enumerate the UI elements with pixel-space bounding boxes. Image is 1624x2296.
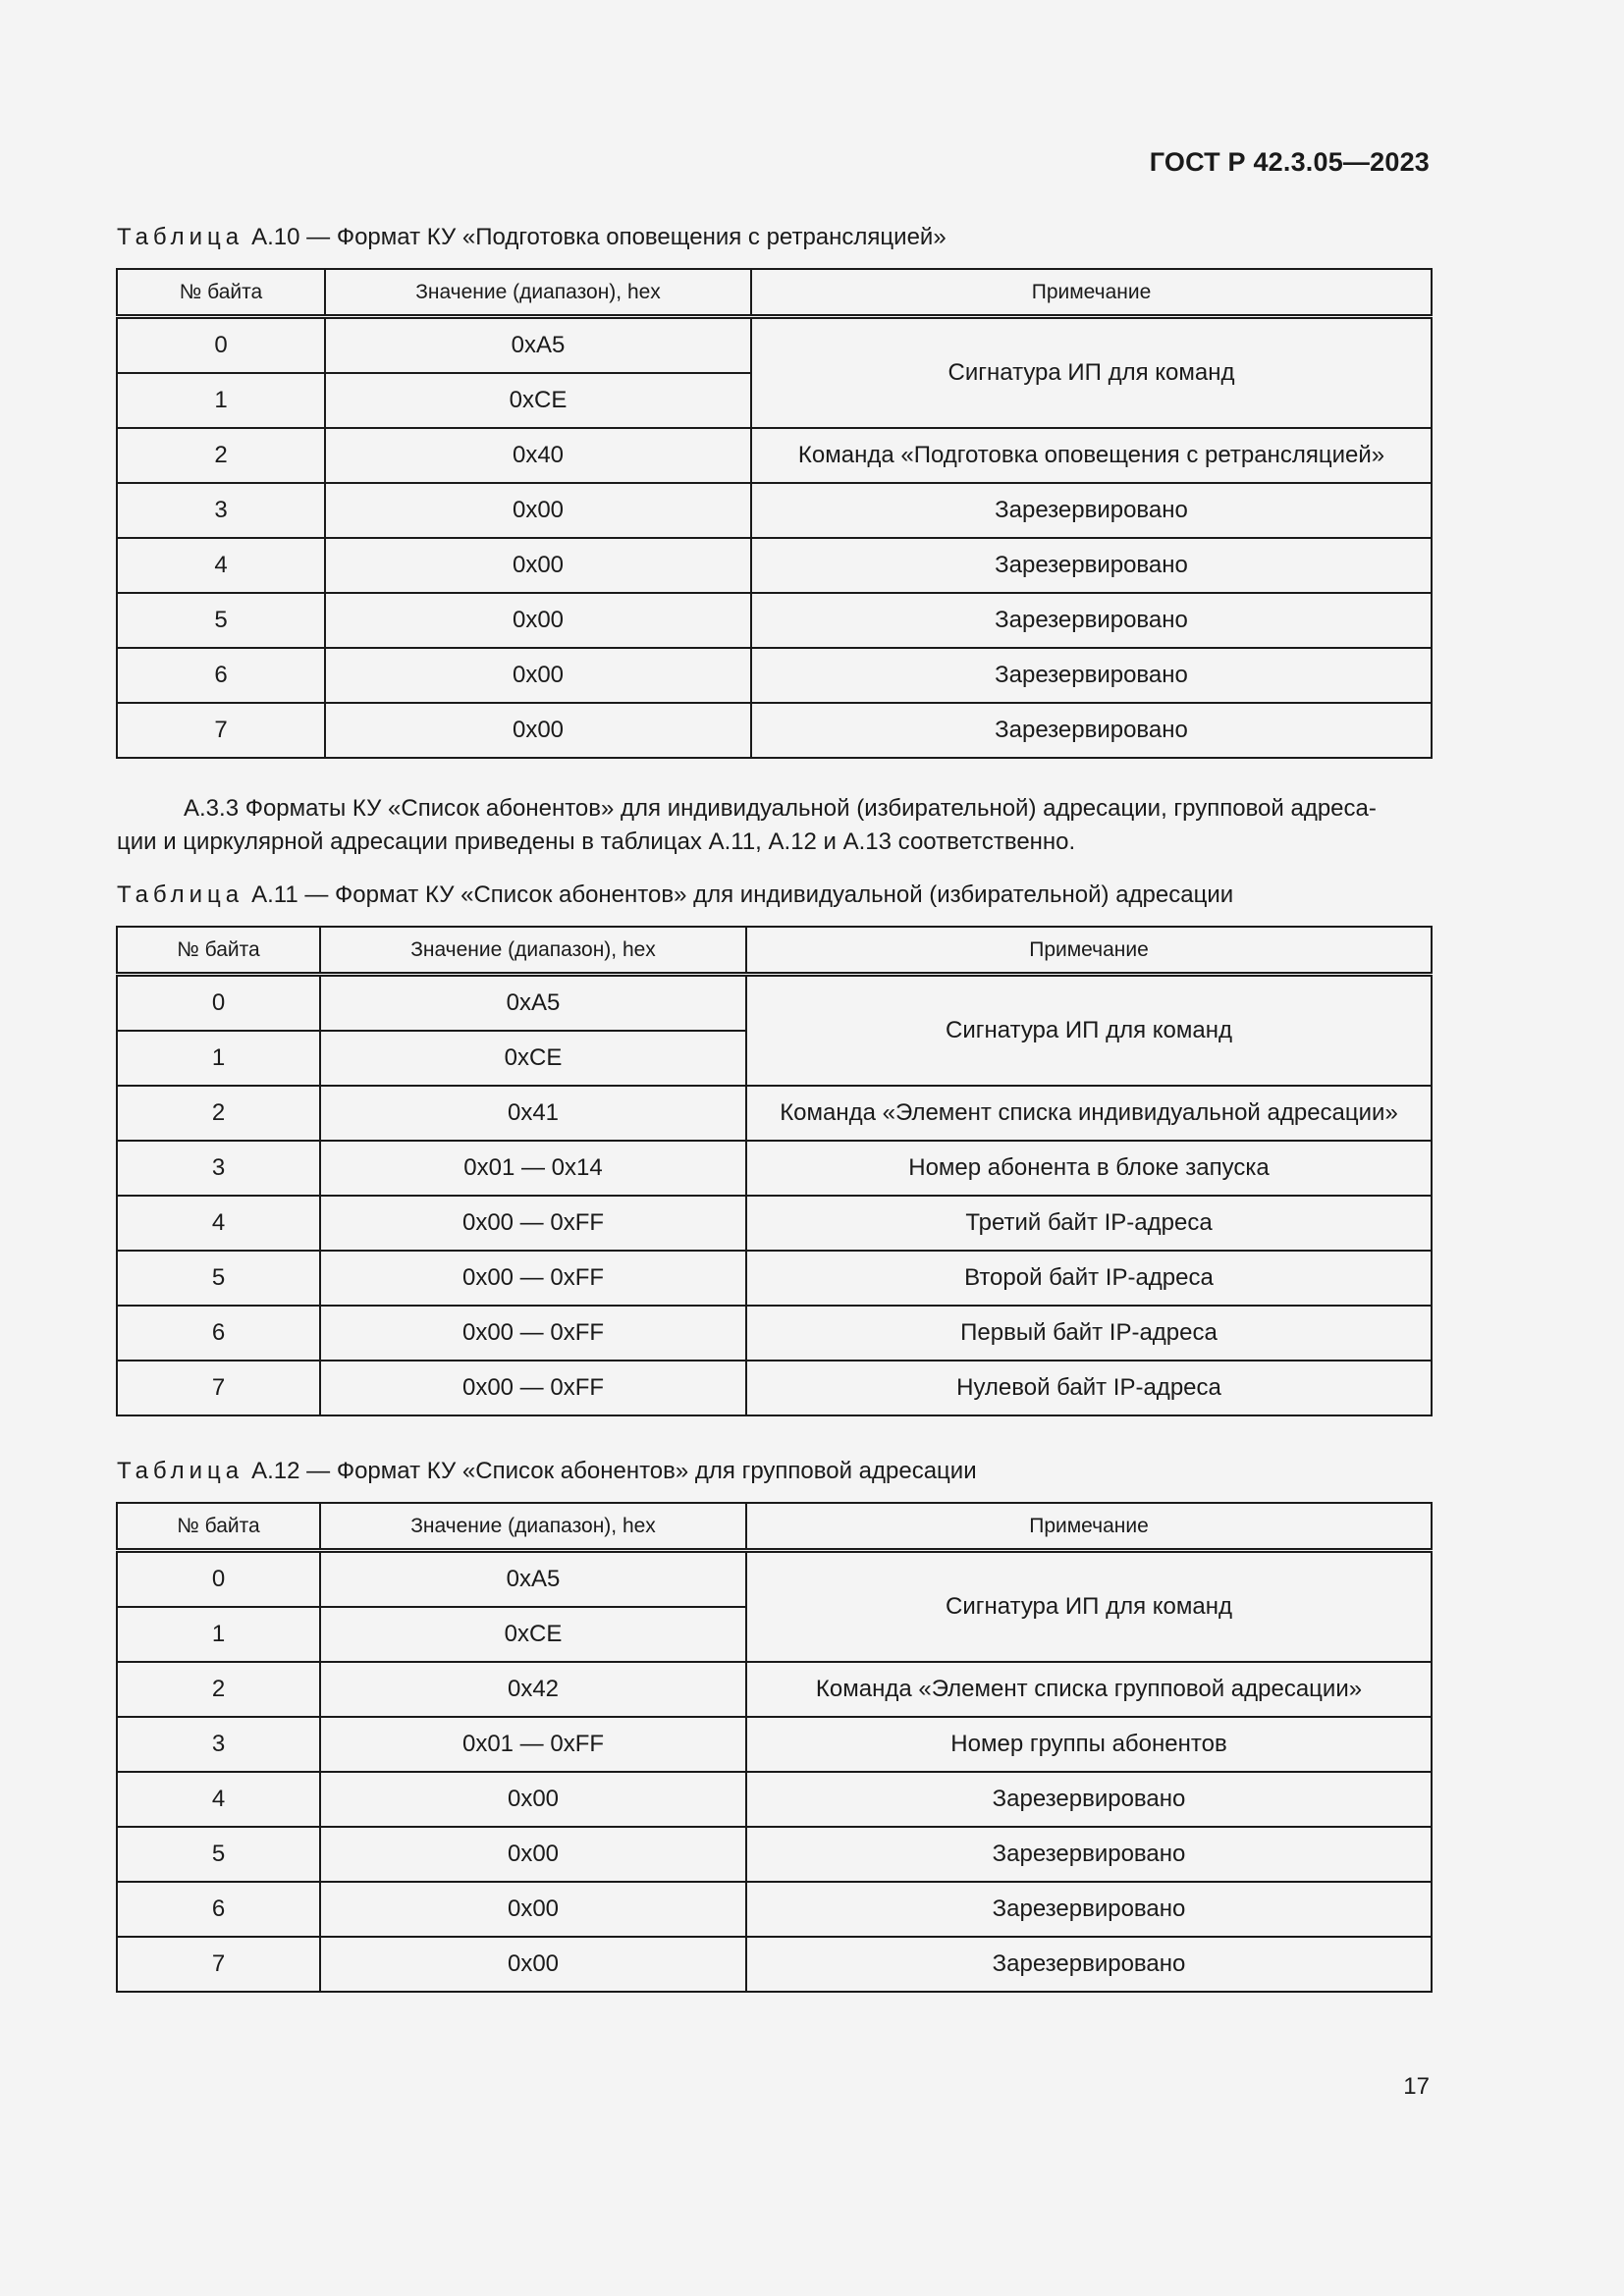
table-row	[117, 538, 1432, 593]
cell-value-hex: 0x00	[325, 483, 751, 538]
cell-note: Зарезервировано	[746, 1827, 1432, 1882]
cell-byte-number: 1	[117, 1607, 320, 1662]
cell-note: Нулевой байт IP-адреса	[746, 1361, 1432, 1415]
column-header-note: Примечание	[746, 1503, 1432, 1551]
cell-byte-number: 1	[117, 1031, 320, 1086]
cell-byte-number: 4	[117, 1196, 320, 1251]
cell-value-hex: 0x00 — 0xFF	[320, 1196, 746, 1251]
cell-note: Зарезервировано	[751, 593, 1432, 648]
table-row	[117, 1306, 1432, 1361]
table-row	[117, 648, 1432, 703]
table-header-row	[117, 927, 1432, 975]
cell-value-hex: 0x00 — 0xFF	[320, 1361, 746, 1415]
cell-note: Сигнатура ИП для команд	[746, 975, 1432, 1087]
table-a11	[116, 926, 1433, 1416]
column-header-byte-number: № байта	[117, 927, 320, 975]
paragraph-a33	[117, 792, 1432, 859]
cell-byte-number: 2	[117, 428, 325, 483]
cell-byte-number: 5	[117, 1827, 320, 1882]
cell-note: Первый байт IP-адреса	[746, 1306, 1432, 1361]
table-a11-caption-text: А.11 — Формат КУ «Список абонентов» для индивидуальной (избирательной) адресации	[251, 881, 1234, 908]
cell-note: Команда «Элемент списка индивидуальной адресации»	[746, 1086, 1432, 1141]
table-row	[117, 975, 1432, 1032]
cell-value-hex: 0xA5	[325, 317, 751, 374]
cell-value-hex: 0x01 — 0x14	[320, 1141, 746, 1196]
table-row	[117, 1772, 1432, 1827]
document-code: ГОСТ Р 42.3.05—2023	[1149, 147, 1430, 177]
table-row	[117, 1086, 1432, 1141]
table-row	[117, 1882, 1432, 1937]
cell-byte-number: 7	[117, 703, 325, 758]
column-header-value-hex: Значение (диапазон), hex	[325, 269, 751, 317]
cell-byte-number: 7	[117, 1361, 320, 1415]
cell-note: Команда «Элемент списка групповой адресации»	[746, 1662, 1432, 1717]
cell-note: Номер абонента в блоке запуска	[746, 1141, 1432, 1196]
cell-note: Номер группы абонентов	[746, 1717, 1432, 1772]
table-row	[117, 1937, 1432, 1992]
cell-byte-number: 1	[117, 373, 325, 428]
paragraph-line-1: А.3.3 Форматы КУ «Список абонентов» для индивидуальной (избирательной) адресации, групповой адреса-	[184, 795, 1377, 822]
column-header-note: Примечание	[746, 927, 1432, 975]
cell-byte-number: 0	[117, 317, 325, 374]
table-a10-caption	[117, 224, 947, 251]
table-a12-caption-text: А.12 — Формат КУ «Список абонентов» для групповой адресации	[251, 1458, 977, 1484]
cell-value-hex: 0xCE	[320, 1607, 746, 1662]
cell-value-hex: 0x00	[320, 1937, 746, 1992]
table-row	[117, 593, 1432, 648]
table-row	[117, 483, 1432, 538]
column-header-byte-number: № байта	[117, 269, 325, 317]
cell-value-hex: 0x00 — 0xFF	[320, 1251, 746, 1306]
table-row	[117, 428, 1432, 483]
cell-value-hex: 0xA5	[320, 975, 746, 1032]
cell-note: Сигнатура ИП для команд	[746, 1551, 1432, 1663]
cell-byte-number: 0	[117, 1551, 320, 1608]
table-row	[117, 1827, 1432, 1882]
cell-byte-number: 4	[117, 1772, 320, 1827]
table-a11-caption	[117, 881, 1233, 909]
table-header-row	[117, 1503, 1432, 1551]
cell-note: Зарезервировано	[746, 1937, 1432, 1992]
table-a12-caption	[117, 1458, 977, 1485]
column-header-value-hex: Значение (диапазон), hex	[320, 927, 746, 975]
table-row	[117, 317, 1432, 374]
cell-value-hex: 0xA5	[320, 1551, 746, 1608]
cell-note: Зарезервировано	[751, 483, 1432, 538]
table-a10-caption-text: А.10 — Формат КУ «Подготовка оповещения с ретрансляцией»	[251, 224, 947, 250]
table-a10-caption-word: Таблица	[117, 224, 244, 250]
column-header-note: Примечание	[751, 269, 1432, 317]
cell-byte-number: 7	[117, 1937, 320, 1992]
column-header-byte-number: № байта	[117, 1503, 320, 1551]
cell-value-hex: 0x00	[320, 1882, 746, 1937]
cell-value-hex: 0x00	[320, 1772, 746, 1827]
table-row	[117, 1551, 1432, 1608]
cell-value-hex: 0x00	[325, 648, 751, 703]
cell-value-hex: 0x40	[325, 428, 751, 483]
table-header-row	[117, 269, 1432, 317]
cell-value-hex: 0x00 — 0xFF	[320, 1306, 746, 1361]
cell-value-hex: 0xCE	[320, 1031, 746, 1086]
cell-byte-number: 6	[117, 1306, 320, 1361]
table-a10	[116, 268, 1433, 759]
cell-byte-number: 5	[117, 593, 325, 648]
cell-byte-number: 2	[117, 1086, 320, 1141]
cell-note: Третий байт IP-адреса	[746, 1196, 1432, 1251]
column-header-value-hex: Значение (диапазон), hex	[320, 1503, 746, 1551]
cell-value-hex: 0x00	[325, 593, 751, 648]
cell-note: Зарезервировано	[746, 1772, 1432, 1827]
table-row	[117, 703, 1432, 758]
cell-byte-number: 3	[117, 1717, 320, 1772]
cell-byte-number: 6	[117, 648, 325, 703]
cell-value-hex: 0x00	[320, 1827, 746, 1882]
cell-note: Зарезервировано	[751, 648, 1432, 703]
page-number: 17	[1403, 2073, 1430, 2100]
cell-note: Зарезервировано	[751, 703, 1432, 758]
cell-value-hex: 0x42	[320, 1662, 746, 1717]
cell-value-hex: 0x01 — 0xFF	[320, 1717, 746, 1772]
cell-value-hex: 0xCE	[325, 373, 751, 428]
cell-note: Зарезервировано	[751, 538, 1432, 593]
paragraph-line-2: ции и циркулярной адресации приведены в таблицах А.11, А.12 и А.13 соответственно.	[117, 828, 1076, 855]
cell-note: Команда «Подготовка оповещения с ретрансляцией»	[751, 428, 1432, 483]
cell-byte-number: 3	[117, 483, 325, 538]
table-a12-caption-word: Таблица	[117, 1458, 244, 1484]
table-row	[117, 1196, 1432, 1251]
cell-value-hex: 0x00	[325, 703, 751, 758]
table-row	[117, 1717, 1432, 1772]
cell-byte-number: 0	[117, 975, 320, 1032]
cell-note: Зарезервировано	[746, 1882, 1432, 1937]
cell-value-hex: 0x00	[325, 538, 751, 593]
cell-value-hex: 0x41	[320, 1086, 746, 1141]
table-a11-caption-word: Таблица	[117, 881, 244, 908]
table-row	[117, 1361, 1432, 1415]
cell-note: Второй байт IP-адреса	[746, 1251, 1432, 1306]
table-row	[117, 1662, 1432, 1717]
cell-byte-number: 6	[117, 1882, 320, 1937]
table-a12	[116, 1502, 1433, 1993]
cell-byte-number: 5	[117, 1251, 320, 1306]
table-row	[117, 1141, 1432, 1196]
cell-byte-number: 2	[117, 1662, 320, 1717]
cell-note: Сигнатура ИП для команд	[751, 317, 1432, 429]
table-row	[117, 1251, 1432, 1306]
cell-byte-number: 3	[117, 1141, 320, 1196]
cell-byte-number: 4	[117, 538, 325, 593]
